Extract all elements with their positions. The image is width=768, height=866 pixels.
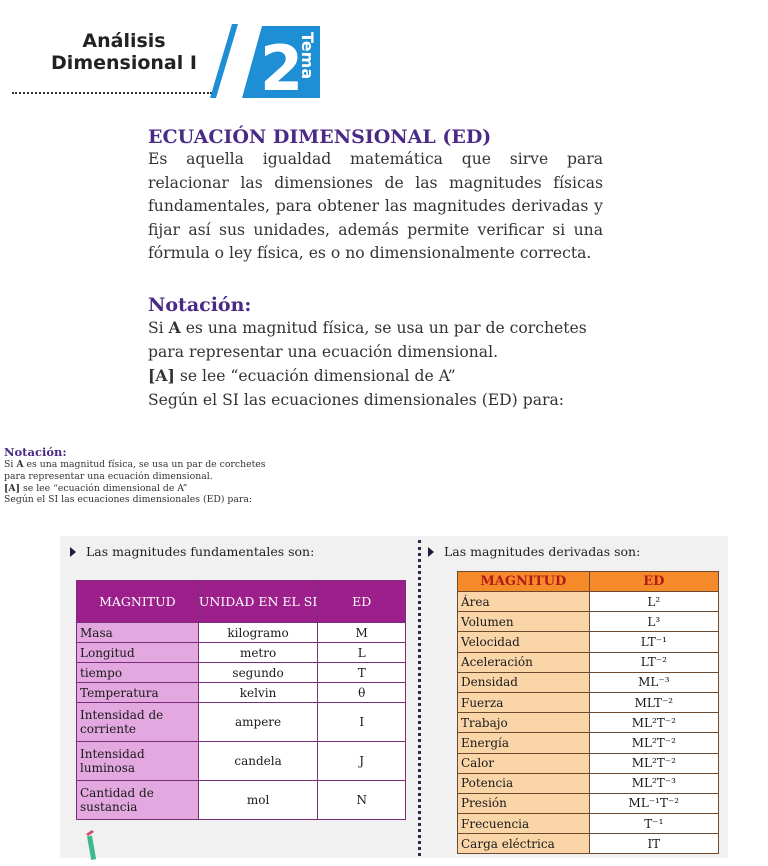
- cell-magnitud: Calor: [458, 753, 590, 773]
- pencil-decoration-icon: [84, 828, 96, 860]
- table-row: [77, 643, 406, 663]
- notation-heading-small: Notación:: [4, 445, 67, 459]
- cell-magnitud: Fuerza: [458, 692, 590, 712]
- notation-line4: Según el SI las ecuaciones dimensionales (ED) para:: [148, 390, 565, 409]
- col-header-ed: ED: [589, 572, 718, 592]
- table-row: [458, 773, 719, 793]
- table-row: [77, 781, 406, 820]
- notation-line1: Si A es una magnitud física, se usa un par de corchetes: [148, 318, 587, 337]
- cell-ed: L: [318, 643, 406, 663]
- cell-unidad: candela: [198, 742, 318, 781]
- cell-unidad: kelvin: [198, 683, 318, 703]
- table-row: [77, 742, 406, 781]
- cell-magnitud: Presión: [458, 793, 590, 813]
- intro-paragraph: Es aquella igualdad matemática que sirve para relacionar las dimensiones de las magnitudes físicas fundamentales, para obtener las magnitudes derivadas y fijar así sus unidades, además permite verificar si una fórmula o ley física, es o no dimensionalmente correcta.: [148, 150, 603, 262]
- col-header-magnitud: MAGNITUD: [77, 581, 199, 623]
- table-row: [458, 834, 719, 854]
- cell-magnitud: Volumen: [458, 612, 590, 632]
- notation-section: [148, 294, 603, 412]
- cell-unidad: metro: [198, 643, 318, 663]
- bullet-triangle-icon: [428, 547, 434, 557]
- cell-magnitud: Intensidad de corriente: [77, 703, 199, 742]
- notation-line4-small: Según el SI las ecuaciones dimensionales (ED) para:: [4, 494, 253, 506]
- notation-line3: [A] se lee “ecuación dimensional de A”: [148, 366, 456, 385]
- col-header-magnitud: MAGNITUD: [458, 572, 590, 592]
- cell-ed: L²: [589, 592, 718, 612]
- cell-magnitud: Trabajo: [458, 713, 590, 733]
- fundamental-intro-text: Las magnitudes fundamentales son:: [86, 544, 315, 559]
- col-header-unidad: UNIDAD EN EL SI: [198, 581, 318, 623]
- cell-ed: M: [318, 623, 406, 643]
- cell-magnitud: Intensidad luminosa: [77, 742, 199, 781]
- header-dotted-rule: [12, 92, 212, 94]
- table-header-row: [458, 572, 719, 592]
- cell-magnitud: Carga eléctrica: [458, 834, 590, 854]
- cell-ed: J: [318, 742, 406, 781]
- cell-magnitud: Densidad: [458, 672, 590, 692]
- table-row: [458, 692, 719, 712]
- cell-magnitud: Energía: [458, 733, 590, 753]
- cell-magnitud: Longitud: [77, 643, 199, 663]
- topic-badge: [208, 22, 320, 102]
- cell-ed: IT: [589, 834, 718, 854]
- cell-magnitud: Frecuencia: [458, 814, 590, 834]
- cell-ed: N: [318, 781, 406, 820]
- cell-ed: MLT⁻²: [589, 692, 718, 712]
- derived-intro-text: Las magnitudes derivadas son:: [444, 544, 641, 559]
- cell-magnitud: Velocidad: [458, 632, 590, 652]
- table-row: [458, 793, 719, 813]
- cell-ed: LT⁻¹: [589, 632, 718, 652]
- cell-ed: L³: [589, 612, 718, 632]
- notation-heading: Notación:: [148, 294, 252, 316]
- table-row: [77, 703, 406, 742]
- intro-section: [148, 126, 603, 266]
- intro-heading: ECUACIÓN DIMENSIONAL (ED): [148, 126, 492, 148]
- cell-ed: ML²T⁻²: [589, 713, 718, 733]
- notation-line1-small: Si A es una magnitud física, se usa un par de corchetes: [4, 459, 266, 470]
- table-row: [77, 623, 406, 643]
- table-row: [458, 733, 719, 753]
- table-header-row: [77, 581, 406, 623]
- cell-magnitud: Masa: [77, 623, 199, 643]
- table-row: [77, 683, 406, 703]
- table-row: [458, 592, 719, 612]
- table-row: [458, 753, 719, 773]
- cell-ed: ML⁻¹T⁻²: [589, 793, 718, 813]
- derived-intro: [428, 544, 640, 559]
- cell-magnitud: Área: [458, 592, 590, 612]
- bullet-triangle-icon: [70, 547, 76, 557]
- topic-badge-number: 2: [260, 32, 304, 102]
- cell-ed: ML²T⁻²: [589, 733, 718, 753]
- cell-unidad: segundo: [198, 663, 318, 683]
- cell-ed: T⁻¹: [589, 814, 718, 834]
- cell-ed: ML²T⁻²: [589, 753, 718, 773]
- cell-ed: LT⁻²: [589, 652, 718, 672]
- cell-ed: I: [318, 703, 406, 742]
- notation-line3-small: [A] se lee “ecuación dimensional de A”: [4, 482, 188, 494]
- cell-magnitud: Aceleración: [458, 652, 590, 672]
- table-row: [458, 814, 719, 834]
- chapter-title-line1: Análisis: [82, 30, 166, 52]
- cell-ed: ML⁻³: [589, 672, 718, 692]
- cell-ed: θ: [318, 683, 406, 703]
- cell-magnitud: Temperatura: [77, 683, 199, 703]
- notation-section-small: [4, 445, 344, 506]
- panel-dotted-divider: [418, 540, 421, 856]
- topic-badge-word: Tema: [298, 32, 317, 80]
- table-row: [458, 652, 719, 672]
- table-row: [458, 632, 719, 652]
- cell-magnitud: Potencia: [458, 773, 590, 793]
- col-header-ed: ED: [318, 581, 406, 623]
- notation-line2-small: para representar una ecuación dimensional.: [4, 470, 213, 482]
- cell-ed: ML²T⁻³: [589, 773, 718, 793]
- table-row: [458, 672, 719, 692]
- cell-unidad: kilogramo: [198, 623, 318, 643]
- chapter-title-line2: Dimensional I: [51, 52, 197, 74]
- derived-table: [457, 571, 719, 854]
- cell-ed: T: [318, 663, 406, 683]
- cell-unidad: mol: [198, 781, 318, 820]
- fundamental-intro: [70, 544, 314, 559]
- notation-line2: para representar una ecuación dimensional.: [148, 342, 499, 361]
- chapter-title: [34, 30, 214, 74]
- cell-unidad: ampere: [198, 703, 318, 742]
- table-row: [458, 612, 719, 632]
- cell-magnitud: Cantidad de sustancia: [77, 781, 199, 820]
- table-row: [458, 713, 719, 733]
- cell-magnitud: tiempo: [77, 663, 199, 683]
- fundamental-table: [76, 580, 406, 820]
- table-row: [77, 663, 406, 683]
